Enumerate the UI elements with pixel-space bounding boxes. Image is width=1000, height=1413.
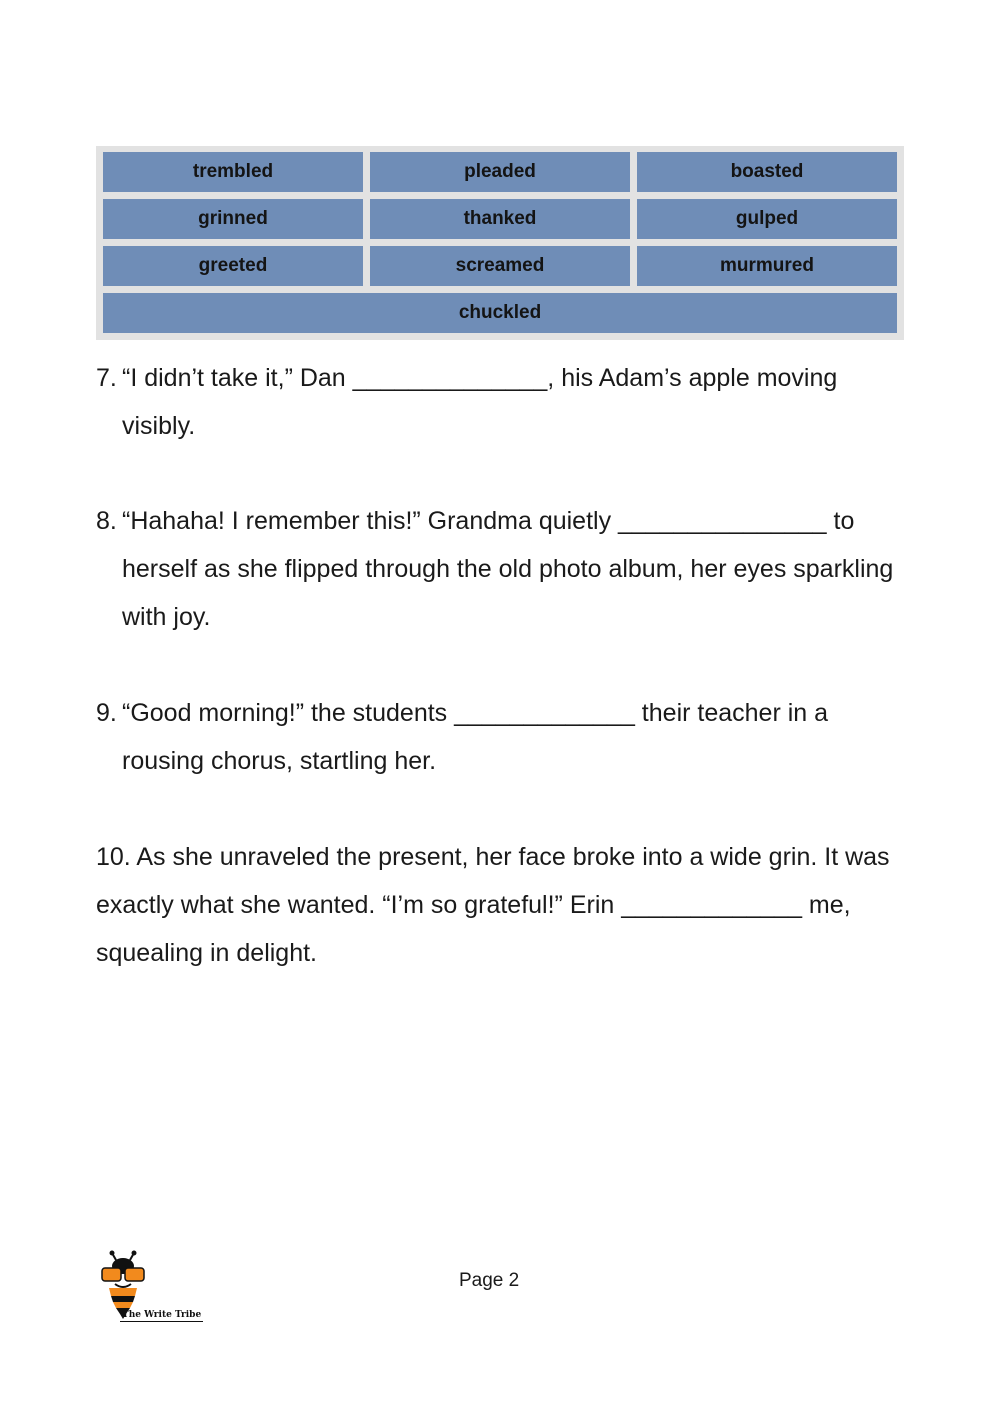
word-bank-cell: murmured xyxy=(637,246,897,286)
question-number: 9. xyxy=(96,699,117,727)
question-text: “Good morning!” the students _____________ their teacher in a rousing chorus, startling her. xyxy=(122,699,829,775)
word-bank-row xyxy=(103,152,897,192)
word-bank-cell: chuckled xyxy=(103,293,897,333)
logo-text: The Write Tribe xyxy=(122,1310,202,1320)
question-text: As she unraveled the present, her face broke into a wide grin. It was exactly what she wanted. “I’m so grateful!” Erin _____________ me, squealing in delight. xyxy=(96,843,890,967)
word-bank-cell: screamed xyxy=(370,246,630,286)
page-number: Page 2 xyxy=(459,1270,520,1291)
word-bank-cell: pleaded xyxy=(370,152,630,192)
word-bank-cell: thanked xyxy=(370,199,630,239)
question-number: 10. xyxy=(96,843,131,871)
word-bank xyxy=(96,146,904,340)
word-bank-row xyxy=(103,199,897,239)
question-number: 8. xyxy=(96,507,117,535)
word-bank-cell: greeted xyxy=(103,246,363,286)
word-bank-cell: gulped xyxy=(637,199,897,239)
question-7 xyxy=(96,354,906,450)
the-write-tribe-logo xyxy=(98,1250,208,1326)
question-8 xyxy=(96,497,906,641)
word-bank-row xyxy=(103,293,897,333)
question-text: “Hahaha! I remember this!” Grandma quietly _______________ to herself as she flipped through the old photo album, her eyes sparkling with joy. xyxy=(122,507,894,631)
word-bank-cell: grinned xyxy=(103,199,363,239)
question-text: “I didn’t take it,” Dan ______________, his Adam’s apple moving visibly. xyxy=(122,364,838,440)
word-bank-row xyxy=(103,246,897,286)
question-10 xyxy=(96,833,906,977)
word-bank-cell: boasted xyxy=(637,152,897,192)
question-9 xyxy=(96,689,906,785)
word-bank-cell: trembled xyxy=(103,152,363,192)
question-number: 7. xyxy=(96,364,117,392)
